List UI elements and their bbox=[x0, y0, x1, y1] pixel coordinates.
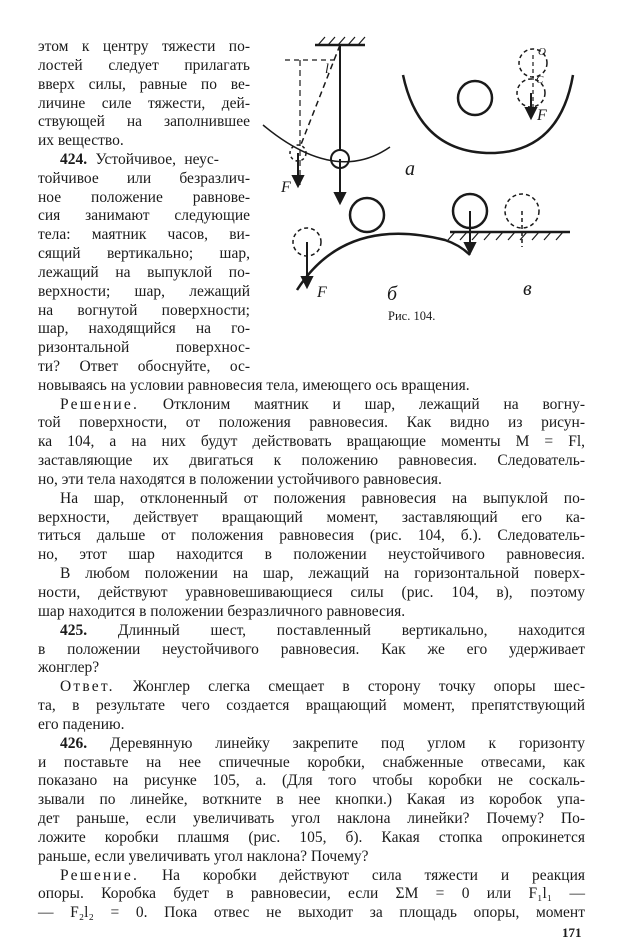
text-line: ности, действуют уравновешивающиеся силы (рис. 104, в), поэтому bbox=[38, 584, 585, 601]
page-number: 171 bbox=[562, 925, 582, 940]
text-line: ти? Ответ обоснуйте, ос- bbox=[38, 358, 250, 375]
text-span: На коробки действуют сила тяжести и реакция bbox=[139, 867, 585, 884]
text-line: зывали по линейке, воткните в нее кнопки.) Какая из коробок упа- bbox=[38, 791, 585, 808]
text-span: Отклоним маятник и шар, лежащий на вогну- bbox=[139, 396, 585, 413]
problem-424-start bbox=[60, 151, 219, 169]
label-O: O bbox=[538, 46, 546, 58]
label-v: в bbox=[523, 278, 532, 300]
solution-424 bbox=[60, 396, 585, 414]
label-F2: F bbox=[537, 107, 547, 124]
text-line: лостей следует прилагать bbox=[38, 57, 250, 74]
text-line: этом к центру тяжести по- bbox=[38, 38, 250, 55]
text-line: вверх силы, равные по ве- bbox=[38, 76, 250, 93]
label-a: а bbox=[405, 158, 415, 180]
text-line: ствующей на заполнившее bbox=[38, 113, 250, 130]
figure-caption: Рис. 104. bbox=[388, 309, 436, 323]
text-line: В любом положении на шар, лежащий на горизонтальной поверх- bbox=[60, 565, 585, 582]
text-line: шар, находящийся на го- bbox=[38, 320, 250, 337]
solution-426 bbox=[60, 867, 585, 885]
text-line: ложите коробки плашмя (рис. 105, б). Какая стопка опрокинется bbox=[38, 829, 585, 846]
concave-surface-diagram bbox=[403, 49, 573, 153]
text-line: его падению. bbox=[38, 716, 125, 733]
text-line: та, в результате чего создается вращающий момент, препятствующий bbox=[38, 697, 585, 714]
label-C: C bbox=[536, 74, 544, 86]
text-line: новываясь на условии равновесия тела, имеющего ось вращения. bbox=[38, 377, 470, 394]
text-line: в положении неустойчивого равновесия. Как же его удерживает bbox=[38, 641, 585, 658]
text-line: сящий вертикально; шар, bbox=[38, 245, 250, 262]
text-line: На шар, отклоненный от положения равновесия на выпуклой по- bbox=[60, 490, 585, 507]
text-span: Деревянную линейку закрепите под углом к горизонту bbox=[87, 735, 585, 752]
text-line: лежащий на выпуклой по- bbox=[38, 264, 250, 281]
text-line: дет раньше, если увеличивать угол наклона линейки? Почему? По- bbox=[38, 810, 585, 827]
problem-number: 425. bbox=[60, 622, 88, 639]
text-line: — F₂l₂ = 0. Пока отвес не выходит за площадь опоры, момент bbox=[38, 904, 585, 921]
text-span: Жонглер слегка смещает в сторону точку опоры шес- bbox=[114, 678, 585, 695]
text-line: шар находится в положении безразличного равновесия. bbox=[38, 603, 406, 620]
solution-heading: Решение. bbox=[60, 867, 140, 884]
text-line: верхности, действует вращающий момент, заставляющий его ка- bbox=[38, 509, 585, 526]
text-line: но, эти тела находятся в положении устойчивого равновесия. bbox=[38, 471, 442, 488]
text-line: личине силе тяжести, дей- bbox=[38, 95, 250, 112]
label-F1: F bbox=[281, 179, 291, 196]
text-line: ка 104, а на них будут действовать вращающие моменты M = Fl, bbox=[38, 433, 585, 450]
text-line: заставляющие их двигаться к положению равновесия. Следователь- bbox=[38, 452, 585, 469]
problem-number: 426. bbox=[60, 735, 88, 752]
text-line: ное положение равнове- bbox=[38, 189, 250, 206]
label-b: б bbox=[387, 283, 398, 305]
text-line: их вещество. bbox=[38, 132, 124, 149]
figure-104 bbox=[255, 35, 600, 325]
text-line: титься дальше от положения равновесия (рис. 104, б.). Следователь- bbox=[38, 527, 585, 544]
label-l: l bbox=[325, 62, 329, 77]
text-line: жонглер? bbox=[38, 659, 100, 676]
text-span: Длинный шест, поставленный вертикально, находится bbox=[87, 622, 585, 639]
problem-426 bbox=[60, 735, 585, 753]
problem-425 bbox=[60, 622, 585, 640]
answer-heading: Ответ. bbox=[60, 678, 115, 695]
text-line: тойчивое или безразлич- bbox=[38, 170, 250, 187]
answer-425 bbox=[60, 678, 585, 696]
text-line: верхности; шар, лежащий bbox=[38, 283, 250, 300]
text-span: Устойчивое, неус- bbox=[87, 151, 219, 168]
text-line: на вогнутой поверхности; bbox=[38, 302, 250, 319]
text-line: но, этот шар находится в положении неустойчивого равновесия. bbox=[38, 546, 585, 563]
text-line: показано на рисунке 105, а. (Для того чтобы коробки не соскаль- bbox=[38, 772, 585, 789]
text-line: и поставьте на нее спичечные коробки, снабженные отвесами, как bbox=[38, 754, 585, 771]
label-F3: F bbox=[317, 284, 327, 301]
horizontal-surface-diagram bbox=[448, 194, 570, 253]
text-line: сия занимают следующие bbox=[38, 207, 250, 224]
convex-surface-diagram bbox=[293, 198, 470, 290]
text-line: тела: маятник часов, ви- bbox=[38, 226, 250, 243]
text-line: опоры. Коробка будет в равновесии, если ΣM = 0 или F₁l₁ — bbox=[38, 885, 585, 902]
solution-heading: Решение. bbox=[60, 396, 140, 413]
problem-number: 424. bbox=[60, 151, 88, 168]
text-line: раньше, если увеличивать угол наклона? Почему? bbox=[38, 848, 369, 865]
text-line: ризонтальной поверхнос- bbox=[38, 339, 250, 356]
text-line: той поверхности, от положения равновесия. Как видно из рисун- bbox=[38, 414, 585, 431]
